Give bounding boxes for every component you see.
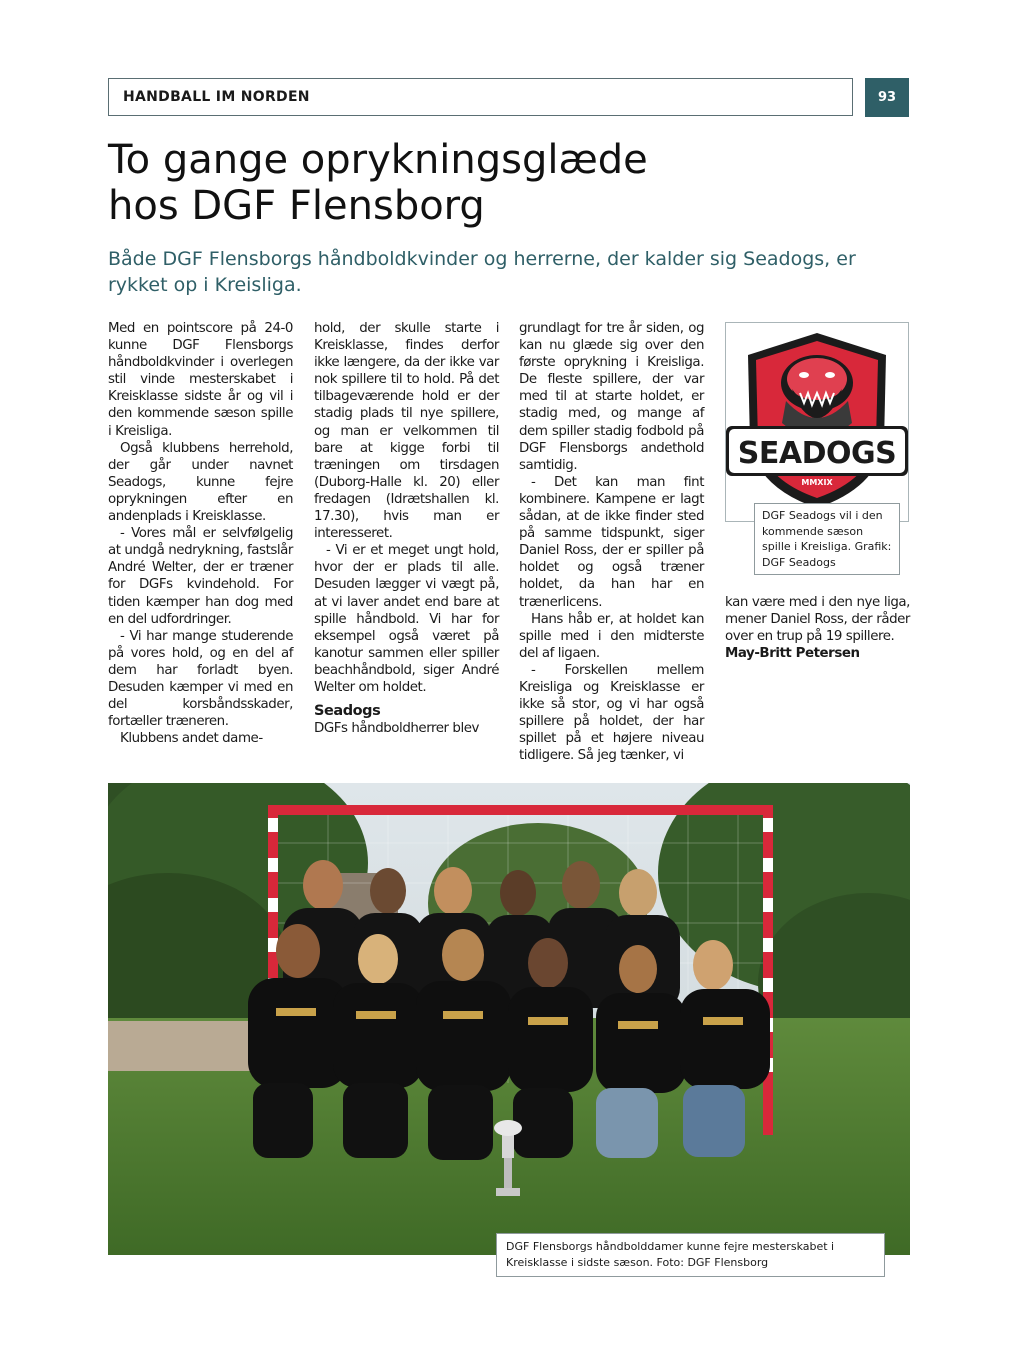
paragraph: - Vi har mange studerende på vores hold, og en del af dem har forladt byen. Desuden kæmper vi med en del korsbåndsskader, fortæller træneren. <box>108 628 293 730</box>
logo-year: MMXIX <box>801 478 833 487</box>
paragraph: Også klubbens herrehold, der går under navnet Seadogs, kunne fejre oprykningen efter en andenplads i Kreisklasse. <box>108 440 293 525</box>
article-subhead: Både DGF Flensborgs håndboldkvinder og herrerne, der kalder sig Seadogs, er rykket op i Kreisliga. <box>108 248 856 296</box>
article-column-4 <box>725 594 910 662</box>
article-column-2 <box>314 320 499 737</box>
article-column-3 <box>519 320 704 764</box>
paragraph: DGFs håndboldherrer blev <box>314 721 480 737</box>
paragraph: - Vores mål er selvfølgelig at undgå nedrykning, fastslår André Welter, der er træner for DGFs kvindehold. For tiden kæmper han dog med en del udfordringer. <box>108 526 293 627</box>
paragraph: kan være med i den nye liga, mener Daniel Ross, der råder over en trup på 19 spillere. <box>725 595 910 645</box>
seadogs-logo <box>726 323 908 521</box>
section-title: HANDBALL IM NORDEN <box>123 89 310 105</box>
paragraph: - Vi er et meget ungt hold, hvor der er plads til alle. Desuden lægger vi vægt på, at vi laver andet end bare at spille håndbold. Vi har for eksempel også været på kanotur sammen eller spiller beachhåndbold, siger André Welter om holdet. <box>314 543 499 695</box>
paragraph: - Forskellen mellem Kreisliga og Kreisklasse er ikke så stor, og vi har også spillere på holdet, der har spillet på et højere niveau tidligere. Så jeg tænker, vi <box>519 662 704 764</box>
article-column-1 <box>108 320 293 747</box>
paragraph: Med en pointscore på 24-0 kunne DGF Flensborgs håndboldkvinder i overlegen stil vinde mesterskabet i Kreisklasse sidste år og vil i den kommende sæson spille i Kreisliga. <box>108 321 293 439</box>
paragraph: grundlagt for tre år siden, og kan nu glæde sig over den første oprykning i Kreisliga. De fleste spillere, der var med til at starte holdet, er stadig med, og mange af dem spiller stadig fodbold på DGF Flensborgs andethold samtidig. <box>519 321 704 473</box>
seadogs-logo-frame <box>725 322 909 522</box>
logo-caption: DGF Seadogs vil i den kommende sæson spille i Kreisliga. Grafik: DGF Seadogs <box>754 503 900 575</box>
team-photo <box>108 783 910 1255</box>
section-header <box>108 78 853 116</box>
paragraph: hold, der skulle starte i Kreisklasse, findes derfor ikke længere, da der ikke var nok spillere til to hold. På det tilbageværende hold er der stadig plads til nye spillere, og man er velkommen til bare at kigge forbi til træningen om tirsdagen (Duborg-Halle kl. 20) eller fredagen (Idrætshallen kl. 17.30), hvis man er interesseret. <box>314 321 499 542</box>
logo-wordmark: SEADOGS <box>737 436 897 471</box>
paragraph: Klubbens andet dame- <box>120 731 263 747</box>
article-headline <box>108 137 908 229</box>
headline-line-2: hos DGF Flensborg <box>108 183 485 229</box>
paragraph: Hans håb er, at holdet kan spille med i den midterste del af ligaen. <box>519 611 704 661</box>
team-photo-image <box>108 783 910 1255</box>
paragraph: - Det kan man fint kombinere. Kampene er lagt sådan, at de ikke finder sted på samme tidspunkt, siger Daniel Ross, der er spiller på holdet og også træner holdet, da han har en trænerlicens. <box>519 474 704 610</box>
author-byline: May-Britt Petersen <box>725 646 860 662</box>
photo-caption: DGF Flensborgs håndbolddamer kunne fejre mesterskabet i Kreisklasse i sidste sæson. Foto: DGF Flensborg <box>496 1233 885 1277</box>
page-number: 93 <box>865 78 909 117</box>
subheading-seadogs: Seadogs <box>314 703 381 720</box>
headline-line-1: To gange oprykningsglæde <box>108 137 648 183</box>
